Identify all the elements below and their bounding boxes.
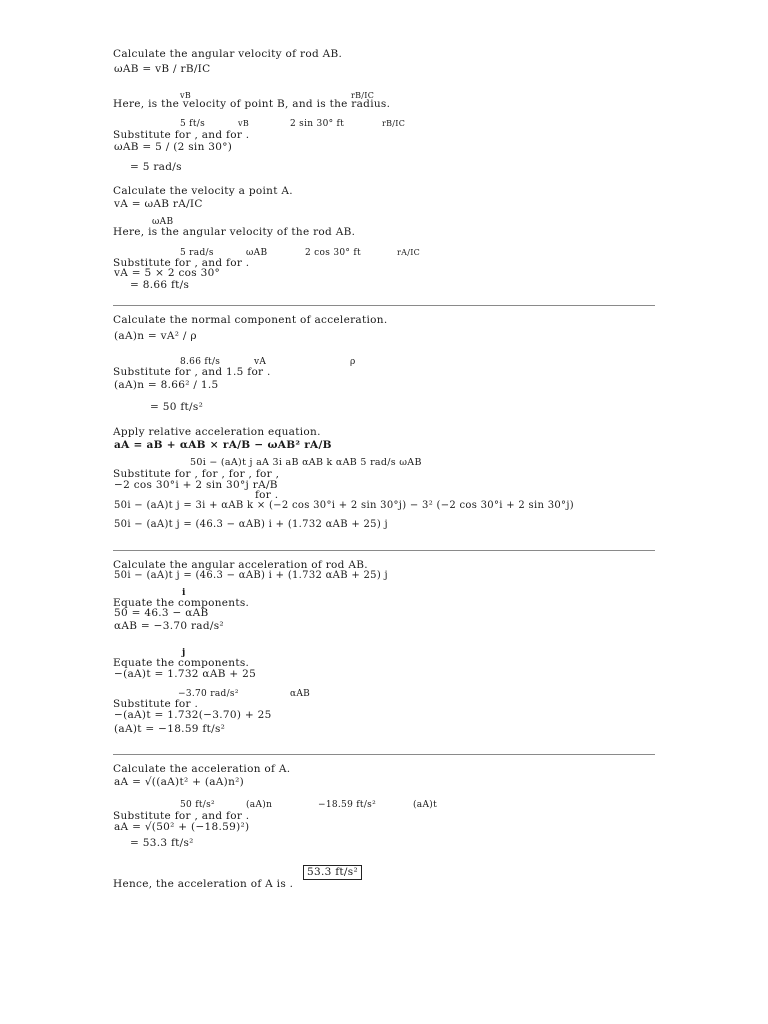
label-rbic-2: rB/IC bbox=[382, 119, 406, 128]
text-substitute-6: Substitute for , and for . bbox=[113, 810, 250, 822]
label-vb: vB bbox=[180, 91, 191, 100]
label-i: i bbox=[182, 588, 186, 598]
result-aat: (aA)t = −18.59 ft/s² bbox=[114, 723, 226, 735]
label-2cos30: 2 cos 30° ft bbox=[305, 248, 361, 258]
text-substitute-3: Substitute for , and 1.5 for . bbox=[113, 366, 271, 378]
result-alpha: αAB = −3.70 rad/s² bbox=[114, 620, 224, 632]
result-533: = 53.3 ft/s² bbox=[130, 837, 194, 849]
heading-angular-velocity: Calculate the angular velocity of rod AB. bbox=[113, 48, 343, 60]
heading-acceleration-a: Calculate the acceleration of A. bbox=[113, 763, 291, 775]
heading-relative-acceleration: Apply relative acceleration equation. bbox=[113, 426, 321, 438]
label-rho: ρ bbox=[350, 357, 356, 367]
eq-expanded: 50i − (aA)t j = 3i + αAB k × (−2 cos 30°i + 2 sin 30°j) − 3² (−2 cos 30°i + 2 sin 30°j) bbox=[114, 500, 574, 511]
label-rbic: rB/IC bbox=[351, 91, 375, 100]
result-50: = 50 ft/s² bbox=[150, 401, 204, 413]
eq-aan: (aA)n = vA² / ρ bbox=[114, 330, 197, 342]
labels-row-3: 50i − (aA)t j aA 3i aB αAB k αAB 5 rad/s ωAB bbox=[190, 457, 422, 468]
heading-normal-component: Calculate the normal component of acceleration. bbox=[113, 314, 388, 326]
text-equate-i: Equate the components. bbox=[113, 597, 250, 609]
text-equate-j: Equate the components. bbox=[113, 657, 250, 669]
text-substitute-4: Substitute for , for , for , for , bbox=[113, 468, 280, 480]
eq-aa-magnitude: aA = √((aA)t² + (aA)n²) bbox=[114, 776, 245, 788]
eq-simplified: 50i − (aA)t j = (46.3 − αAB) i + (1.732 αAB + 25) j bbox=[114, 519, 388, 530]
heading-velocity-a: Calculate the velocity a point A. bbox=[113, 185, 293, 197]
result-866: = 8.66 ft/s bbox=[130, 279, 190, 291]
text-substitute-1: Substitute for , and for . bbox=[113, 129, 250, 141]
text-for-rab: for . bbox=[255, 489, 279, 501]
eq-va: vA = ωAB rA/IC bbox=[114, 198, 203, 210]
eq-frac-1: ωAB = 5 / (2 sin 30°) bbox=[114, 141, 233, 153]
label-raic: rA/IC bbox=[397, 248, 421, 257]
label-5rads: 5 rad/s bbox=[180, 248, 214, 258]
eq-i: 50 = 46.3 − αAB bbox=[114, 607, 209, 619]
eq-sub-j: −(aA)t = 1.732(−3.70) + 25 bbox=[114, 709, 272, 721]
label-j: j bbox=[182, 648, 186, 658]
label-va: vA bbox=[254, 357, 267, 367]
section-divider-1 bbox=[113, 305, 655, 306]
section-divider-2 bbox=[113, 550, 655, 551]
label-aab: αAB bbox=[290, 689, 311, 699]
text-here-wab: Here, is the angular velocity of the rod AB. bbox=[113, 226, 356, 238]
label-5fts: 5 ft/s bbox=[180, 119, 205, 129]
text-substitute-5: Substitute for . bbox=[113, 698, 199, 710]
label-50: 50 ft/s² bbox=[180, 800, 215, 810]
label-370: −3.70 rad/s² bbox=[178, 689, 239, 699]
text-hence: Hence, the acceleration of A is . bbox=[113, 878, 294, 890]
heading-angular-acceleration: Calculate the angular acceleration of rod AB. bbox=[113, 559, 368, 571]
eq-components: 50i − (aA)t j = (46.3 − αAB) i + (1.732 αAB + 25) j bbox=[114, 570, 388, 581]
eq-omega-ab: ωAB = vB / rB/IC bbox=[114, 63, 211, 75]
eq-frac-3: (aA)n = 8.66² / 1.5 bbox=[114, 379, 219, 391]
eq-va-2: vA = 5 × 2 cos 30° bbox=[114, 267, 221, 279]
text-vector-r: −2 cos 30°i + 2 sin 30°j rA/B bbox=[114, 479, 278, 491]
label-vb-2: vB bbox=[238, 119, 249, 128]
label-aat: (aA)t bbox=[413, 800, 438, 810]
label-wab-2: ωAB bbox=[246, 248, 268, 258]
answer-box: 53.3 ft/s² bbox=[303, 865, 362, 880]
section-divider-3 bbox=[113, 754, 655, 755]
label-aan: (aA)n bbox=[246, 800, 273, 810]
text-here-vb: Here, is the velocity of point B, and is the radius. bbox=[113, 98, 391, 110]
text-substitute-2: Substitute for , and for . bbox=[113, 257, 250, 269]
label-2sin30: 2 sin 30° ft bbox=[290, 119, 345, 129]
eq-relative: aA = aB + αAB × rA/B − ωAB² rA/B bbox=[114, 439, 332, 451]
eq-j: −(aA)t = 1.732 αAB + 25 bbox=[114, 668, 257, 680]
result-5rads: = 5 rad/s bbox=[130, 161, 182, 173]
label-866: 8.66 ft/s bbox=[180, 357, 221, 367]
label-wab: ωAB bbox=[152, 217, 174, 227]
eq-aa-sub: aA = √(50² + (−18.59)²) bbox=[114, 821, 250, 833]
label-1859: −18.59 ft/s² bbox=[318, 800, 376, 810]
